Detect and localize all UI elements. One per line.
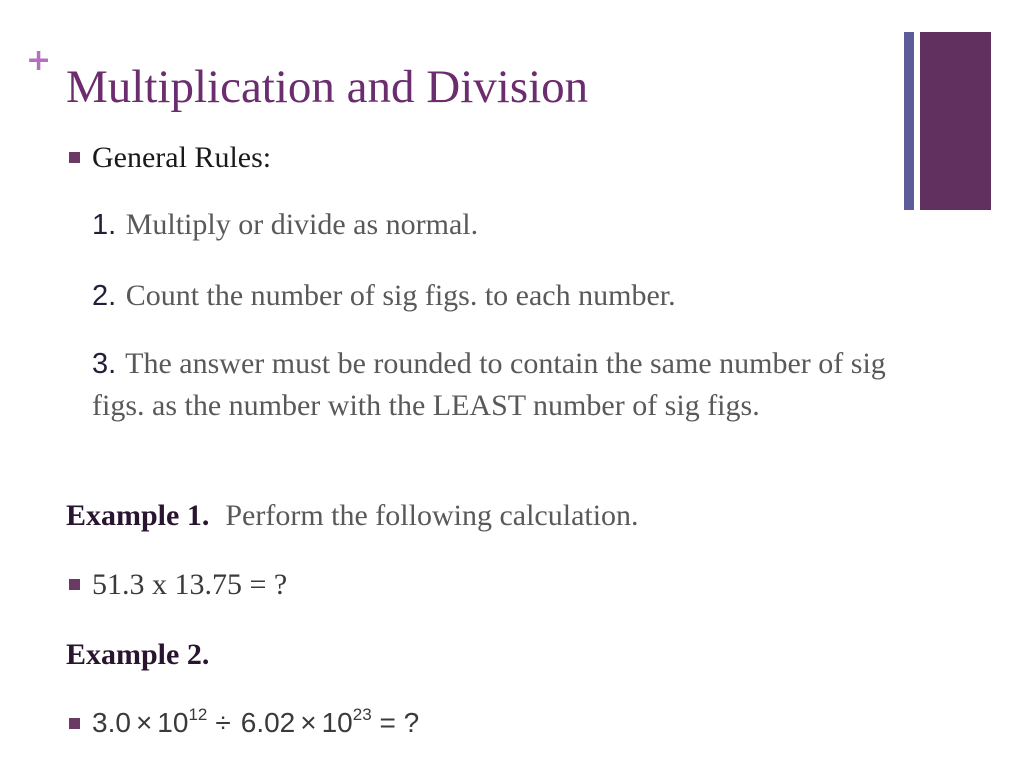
equals-question: = ? [379, 707, 420, 738]
general-rules-heading [69, 137, 271, 178]
example-label: Example 2. [66, 638, 210, 671]
base-b: 10 [321, 707, 353, 738]
slide-title: Multiplication and Division [66, 61, 589, 113]
example-description: Perform the following calculation. [225, 499, 639, 532]
rule-item-1 [92, 204, 912, 246]
example-1-heading [66, 495, 639, 536]
rule-number: 1. [92, 209, 117, 241]
base-a: 10 [157, 707, 189, 738]
rule-text: Count the number of sig figs. to each number. [125, 279, 676, 312]
example-1-calculation [69, 564, 287, 605]
example-label: Example 1. [66, 499, 210, 532]
general-rules-label: General Rules: [92, 141, 272, 174]
divide-symbol: ÷ [215, 707, 231, 738]
calculation-text: 51.3 x 13.75 = ? [92, 568, 288, 601]
rule-text: The answer must be rounded to contain the same number of sig figs. as the number with the LEAST number of sig figs. [92, 347, 886, 422]
rule-number: 2. [92, 280, 117, 312]
times-symbol: × [135, 707, 153, 738]
mantissa-b: 6.02 [240, 707, 296, 738]
square-bullet-icon [69, 152, 80, 163]
example-2-heading [66, 634, 225, 675]
rule-text: Multiply or divide as normal. [125, 208, 479, 241]
plus-icon: + [26, 43, 52, 78]
decorative-bar-thick [920, 32, 991, 210]
rule-item-3 [92, 343, 912, 426]
exponent-b: 23 [352, 705, 372, 724]
times-symbol: × [300, 707, 317, 738]
rule-number: 3. [92, 348, 117, 380]
example-2-calculation [69, 702, 419, 743]
square-bullet-icon [69, 579, 80, 590]
decorative-bar-thin [904, 32, 914, 210]
mantissa-a: 3.0 [92, 707, 131, 738]
square-bullet-icon [69, 718, 80, 729]
rule-item-2 [92, 275, 912, 317]
exponent-a: 12 [188, 705, 208, 724]
